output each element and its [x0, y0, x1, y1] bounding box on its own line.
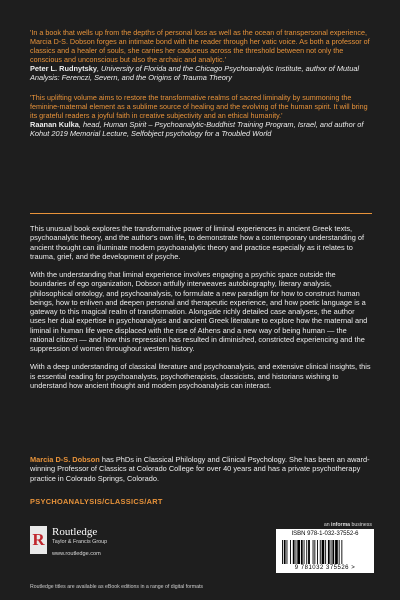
barcode-stripe [341, 540, 342, 564]
barcode-stripe [293, 540, 295, 564]
barcode-stripe [304, 540, 305, 564]
informa-tagline [324, 522, 372, 528]
barcode-digits [276, 565, 374, 571]
barcode-stripe [290, 540, 291, 564]
informa-prefix: an [323, 522, 332, 528]
endorser-affiliation-2b: and author of Kohut 2019 Memorial Lecture, Selfobject psychology for a Troubled World [30, 119, 364, 138]
description [30, 224, 372, 399]
barcode-stripe [296, 540, 297, 564]
barcode-panel [276, 529, 374, 573]
barcode-stripe [339, 540, 340, 564]
barcode-stripe [313, 540, 314, 564]
barcode-stripe [335, 540, 338, 564]
endorser-name-1: Peter L. Rudnytsky [30, 64, 97, 74]
barcode-stripe [322, 540, 325, 564]
endorser-affiliation-1: , University of Florida and the Chicago Psychoanalytic Institute, [96, 64, 304, 74]
description-paragraph-3: With a deep understanding of classical literature and psychoanalysis, and extensive clinical insights, this is essential reading for psychoanalysts, psychotherapists, classicists, and historians wishing to understand how ancient thought and modern psychoanalysis can interact. [30, 362, 371, 390]
barcode-icon [282, 540, 368, 564]
subject-category: PSYCHOANALYSIS/CLASSICS/ART [30, 497, 163, 506]
barcode-stripe [308, 540, 310, 564]
barcode-stripe [325, 540, 326, 564]
endorser-affiliation-2: , head, Human Spirit – Psychoanalytic-Buddhist Training Program, Israel, [78, 119, 318, 129]
endorsement-attribution-1 [30, 64, 372, 82]
ebook-note: Routledge titles are available as eBook editions in a range of digital formats [30, 584, 204, 590]
barcode-stripe [284, 540, 286, 564]
barcode-stripe [282, 540, 283, 564]
barcode-stripe [314, 540, 315, 564]
barcode-number: 9 781032 375526 [294, 565, 350, 571]
author-bio-text: has PhDs in Classical Philology and Clinical Psychology. She has been an award-winning Professor of Classics at Colorado College for over 40 years and has a private psychotherapy practice in Colorado Springs, Colorado. [30, 455, 370, 483]
informa-suffix: business [350, 522, 372, 528]
barcode-stripe [331, 540, 332, 564]
barcode-stripe [320, 540, 321, 564]
barcode-stripe [287, 540, 288, 564]
barcode-stripe [328, 540, 330, 564]
endorsement-quote-1: 'In a book that wells up from the depths of personal loss as well as the ocean of transpersonal experience, Marcia D-S. Dobson forges an intimate bond with the reader through her vatic voice. As both a professor of classics and a healer of souls, she carries her caduceus across the threshold between not only the conscious and unconscious but also the archaic and analytic.' [30, 28, 370, 65]
routledge-logo-icon: R [30, 526, 47, 554]
barcode-stripe [301, 540, 303, 564]
barcode-stripe [317, 540, 318, 564]
barcode-stripe [297, 540, 300, 564]
publisher-group: Taylor & Francis Group [52, 539, 108, 545]
barcode-addon: > [351, 565, 356, 571]
publisher-block [30, 526, 160, 560]
barcode-stripe [332, 540, 334, 564]
endorsement-quote-2: 'This uplifting volume aims to restore the transformative realms of sacred liminality by summoning the feminine-maternal element as a sublime source of healing and the evolving of the human spirit. It will bring its grateful readers a joyful faith in creative subjectivity and an ethical humanity.' [30, 92, 368, 120]
divider-rule [30, 213, 372, 214]
description-paragraph-2: With the understanding that liminal experience involves engaging a psychic space outside the boundaries of ego organization, Dobson artfully interweaves autobiography, literary analysis, philosophical ontology, and psychoanalysis, to formulate a new paradigm for how to construct human beings, how to enliven and deepen personal and therapeutic experience, and how poetic language is a gateway to this magical realm of transformation. Alongside richly detailed case analyses, the author uses her dual expertise in psychoanalysis and ancient Greek literature to explore how the maternal and liminal in human life were displaced with the rise of Athens and a new way of being human — the rational citizen — and how this repression has resulted in diminished, constricted experiencing and the suppression of women throughout western history. [30, 270, 368, 353]
endorsements [30, 28, 372, 148]
informa-brand: informa [331, 522, 351, 528]
endorsement-attribution-2 [30, 120, 372, 138]
publisher-url: www.routledge.com [52, 551, 101, 557]
isbn-text: ISBN 978-1-032-37552-6 [291, 531, 359, 537]
barcode-stripe [306, 540, 307, 564]
endorser-affiliation-1b: author of Mutual Analysis: Ferenczi, Severn, and the Origins of Trauma Theory [30, 64, 360, 83]
author-bio [30, 455, 372, 483]
endorser-name-2: Raanan Kulka [30, 119, 79, 129]
publisher-name: Routledge [52, 526, 98, 538]
description-paragraph-1: This unusual book explores the transformative power of liminal experiences in ancient Greek texts, psychoanalytic theory, and the author's own life, to demonstrate how a contemporary understanding of ancient thought can illuminate modern psychoanalytic theory and practice especially as it relates to trauma, grief, and the development of psyche. [30, 224, 365, 261]
author-name: Marcia D-S. Dobson [30, 455, 100, 464]
